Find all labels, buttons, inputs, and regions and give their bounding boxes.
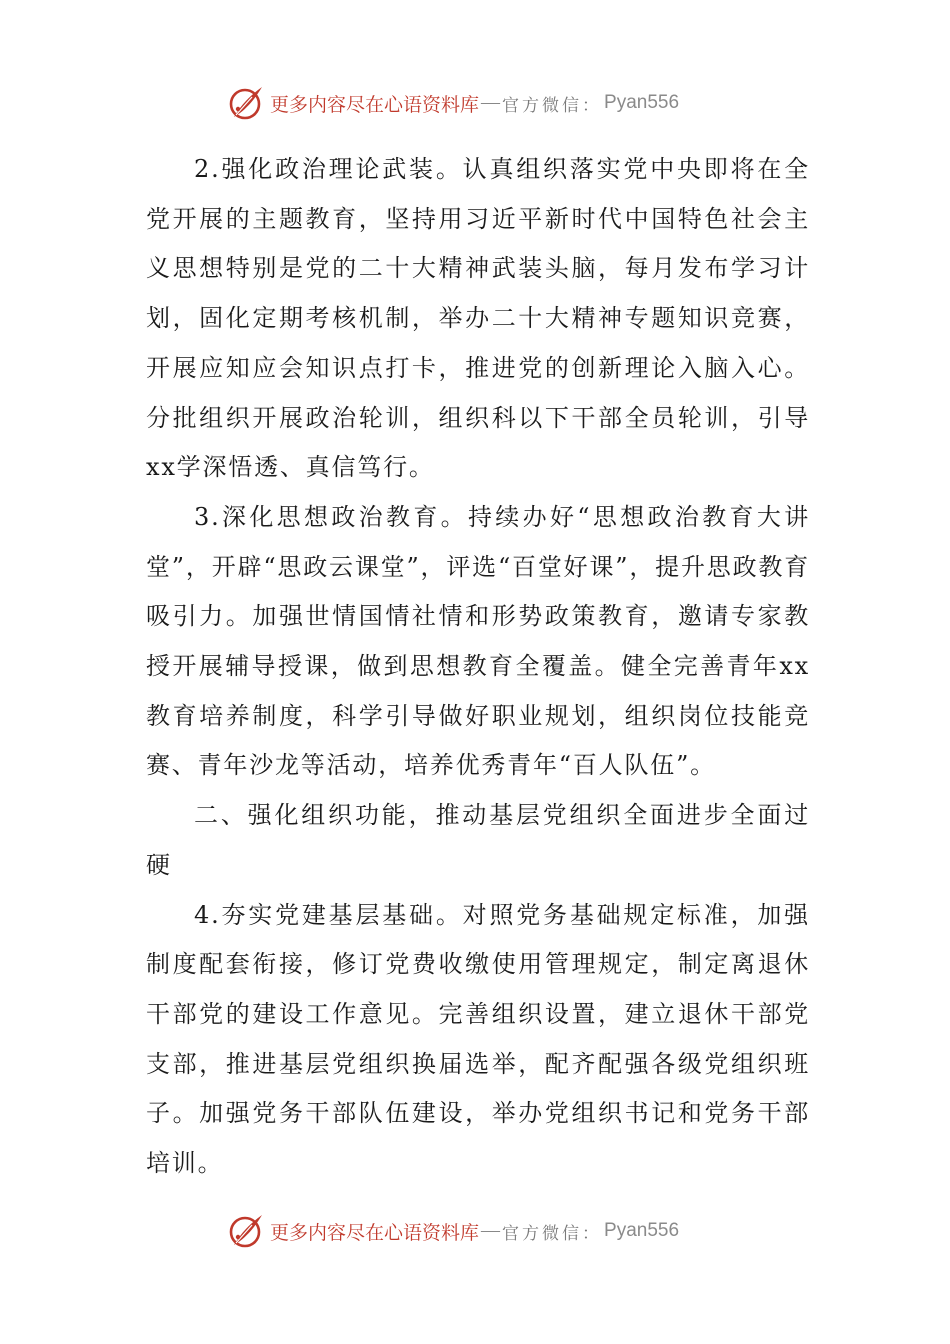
- watermark-account-id: Pyan556: [604, 92, 680, 113]
- watermark-dash: —: [481, 92, 501, 113]
- watermark-main-text: 更多内容尽在心语资料库: [270, 1221, 480, 1244]
- footer-watermark: [226, 1211, 746, 1251]
- quill-logo-icon: [226, 83, 266, 123]
- watermark-dash: —: [481, 1220, 501, 1241]
- section-heading: 二、强化组织功能，推动基层党组织全面进步全面过硬: [146, 801, 810, 879]
- paragraph-theory: 2.强化政治理论武装。认真组织落实党中央即将在全党开展的主题教育，坚持用习近平新时代中国特色社会主义思想特别是党的二十大精神武装头脑，每月发布学习计划，固化定期考核机制，举办二十大精神专题知识竞赛，开展应知应会知识点打卡，推进党的创新理论入脑入心。分批组织开展政治轮训，组织科以下干部全员轮训，引导xx学深悟透、真信笃行。: [146, 155, 810, 482]
- paragraph-education: 3.深化思想政治教育。持续办好“思想政治教育大讲堂”，开辟“思政云课堂”，评选“百堂好课”，提升思政教育吸引力。加强世情国情社情和形势政策教育，邀请专家教授开展辅导授课，做到思想教育全覆盖。健全完善青年xx教育培养制度，科学引导做好职业规划，组织岗位技能竞赛、青年沙龙等活动，培养优秀青年“百人队伍”。: [146, 502, 810, 780]
- paragraph-foundation: 4.夯实党建基层基础。对照党务基础规定标准，加强制度配套衔接，修订党费收缴使用管理规定，制定离退休干部党的建设工作意见。完善组织设置，建立退休干部党支部，推进基层党组织换届选举，配齐配强各级党组织班子。加强党务干部队伍建设，举办党组织书记和党务干部培训。: [146, 900, 810, 1178]
- quill-logo-icon: [226, 1211, 266, 1251]
- watermark-account-id: Pyan556: [604, 1220, 680, 1241]
- watermark-main-text: 更多内容尽在心语资料库: [270, 93, 480, 116]
- header-watermark: [226, 83, 746, 123]
- watermark-official-label: 官方微信：: [502, 95, 603, 116]
- watermark-official-label: 官方微信：: [502, 1223, 603, 1244]
- document-body: [146, 145, 810, 1189]
